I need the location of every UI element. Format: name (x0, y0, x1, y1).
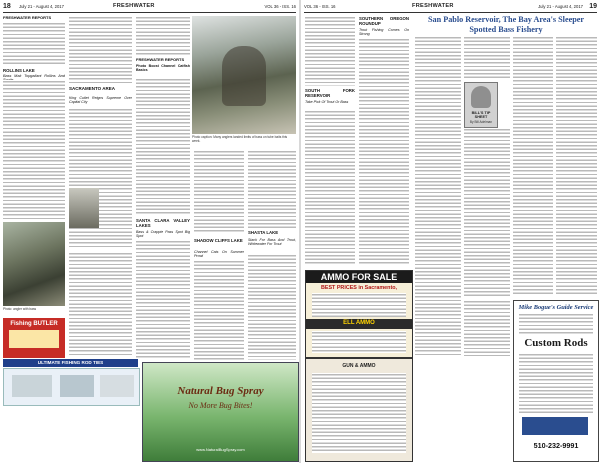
article-text (3, 22, 65, 66)
product-image (60, 375, 94, 397)
sacramento-subhead: King Cutlet Reigns Supreme Over Capital City (69, 96, 132, 105)
article-text (415, 36, 461, 356)
left-col-3 (136, 16, 190, 216)
page-number: 18 (3, 3, 11, 10)
right-page-header (304, 2, 597, 13)
feature-col-3 (513, 36, 553, 296)
ad-logo (522, 417, 588, 435)
mike-bogue-guide-ad[interactable] (513, 300, 599, 462)
ad-sub: ULTIMATE FISHING ROD TIES (37, 360, 104, 365)
right-col-1 (305, 16, 355, 266)
ad-title: AMMO FOR SALE (320, 272, 398, 282)
product-image (12, 375, 52, 397)
gun-ammo-ad[interactable] (305, 358, 413, 462)
ad-title: Mike Bogue's Guide Service (518, 304, 594, 311)
left-col-3b (136, 218, 190, 358)
angler-photo (3, 222, 65, 306)
photo-boost-heading: FRESHWATER REPORTS (136, 57, 185, 62)
article-text (464, 300, 510, 356)
shasta-subhead: Stack For Bass And Trout, Whitewater For Trout (248, 238, 296, 247)
feature-col-2-end (464, 300, 510, 356)
article-text (359, 38, 409, 266)
article-text (513, 36, 553, 296)
ad-title: Natural Bug Spray (177, 385, 264, 397)
left-col-2 (69, 16, 132, 356)
ad-title: GUN & AMMO (342, 363, 376, 369)
sacramento-heading: SACRAMENTO AREA (69, 86, 116, 91)
ad-text (519, 353, 593, 413)
article-text (3, 80, 65, 220)
article-text (136, 78, 190, 216)
product-image (100, 375, 134, 397)
byline-title: BILL'S TIP SHEET (471, 111, 491, 119)
rollins-subhead: Bass Mak Topgallant Rollins And (3, 74, 65, 78)
article-text (194, 150, 244, 234)
article-text (69, 16, 132, 84)
photo-boost-subhead: Photo Boost Channel Catfish Basics (136, 64, 190, 73)
shadow-cliffs-subhead: Channel Cats On Summer Prowl (194, 250, 244, 259)
angler-figure (222, 46, 266, 106)
volume-issue: VOL 36 - ISS. 16 (304, 4, 336, 9)
ad-title: Fishing BUTLER (10, 321, 58, 327)
article-text (136, 16, 190, 56)
left-col-5 (248, 150, 296, 360)
article-text (69, 252, 132, 356)
ad-phone[interactable]: 510-232-9991 (533, 441, 579, 450)
volume-issue: VOL 36 - ISS. 16 (264, 4, 296, 9)
rod-ties-banner[interactable] (3, 359, 138, 367)
bills-tip-sheet-box (464, 82, 498, 128)
article-text (464, 128, 510, 296)
ad-sub: Custom Rods (524, 337, 588, 349)
article-text (305, 16, 355, 86)
main-photo (192, 16, 296, 134)
south-fork-heading: SOUTH FORK RESERVOIR (305, 88, 355, 98)
ad-text (312, 331, 406, 353)
fishing-butler-product-strip[interactable] (3, 368, 140, 406)
santa-clara-heading: SANTA CLARA VALLEY LAKES (136, 218, 190, 228)
shadow-cliffs-heading: SHADOW CLIFFS LAKE (194, 238, 243, 243)
feature-title: San Pablo Reservoir, The Bay Area's Sleeper Spotted Bass Fishery (427, 15, 585, 34)
shasta-heading: SHASTA LAKE (248, 230, 279, 235)
col1-heading: FRESHWATER REPORTS (3, 16, 52, 20)
ad-text (519, 313, 593, 335)
fishing-butler-ad[interactable] (3, 318, 65, 358)
inline-photo (69, 188, 99, 228)
left-page-header (3, 2, 296, 13)
ammo-for-sale-ad[interactable] (305, 270, 413, 358)
page-number: 19 (589, 3, 597, 10)
section-title: FRESHWATER (412, 3, 454, 9)
rollins-lake-heading: ROLLINS LAKE (3, 68, 35, 73)
article-text (248, 254, 296, 360)
ad-text (312, 293, 406, 317)
bug-spray-ad[interactable] (142, 362, 299, 462)
feature-col-2-top (464, 36, 510, 80)
feature-col-4 (556, 36, 597, 296)
ad-line-1: BEST PRICES in Sacramento, (320, 285, 398, 291)
article-text (464, 36, 510, 80)
left-col-4 (194, 150, 244, 360)
left-page (0, 0, 299, 463)
feature-col-1 (415, 36, 461, 356)
ad-product-image (9, 330, 59, 348)
article-text (305, 110, 355, 266)
ad-line-2: ELL AMMO (343, 320, 375, 326)
author-photo (471, 86, 491, 108)
article-text (248, 150, 296, 230)
byline-author: By Bill Adelman (469, 120, 493, 124)
issue-date: July 21 - August 4, 2017 (538, 4, 583, 9)
section-title: FRESHWATER (113, 3, 155, 9)
article-text (556, 36, 597, 296)
ad-text (312, 373, 406, 453)
ad-sub: No More Bug Bites! (188, 401, 253, 410)
article-text (136, 240, 190, 358)
photo-caption: Photo: angler with bass (3, 307, 37, 311)
southern-oregon-subhead: Trout Fishing Comes On Strong (359, 28, 409, 37)
right-col-2 (359, 16, 409, 266)
article-text (194, 260, 244, 360)
feature-col-2 (464, 128, 510, 296)
ad-url[interactable]: www.NaturalBugSpray.com (196, 447, 245, 452)
main-photo-caption: Photo caption: Many anglers landed limits of bass on tube baits this week. (192, 135, 288, 143)
southern-oregon-heading: SOUTHERN OREGON ROUNDUP (359, 16, 409, 26)
right-page (301, 0, 600, 463)
santa-clara-subhead: Bass & Crappie Pass Spot Big Spot (136, 230, 190, 239)
south-fork-subhead: Take Pick Of Trout Or Bass (305, 100, 349, 104)
issue-date: July 21 - August 4, 2017 (19, 4, 64, 9)
